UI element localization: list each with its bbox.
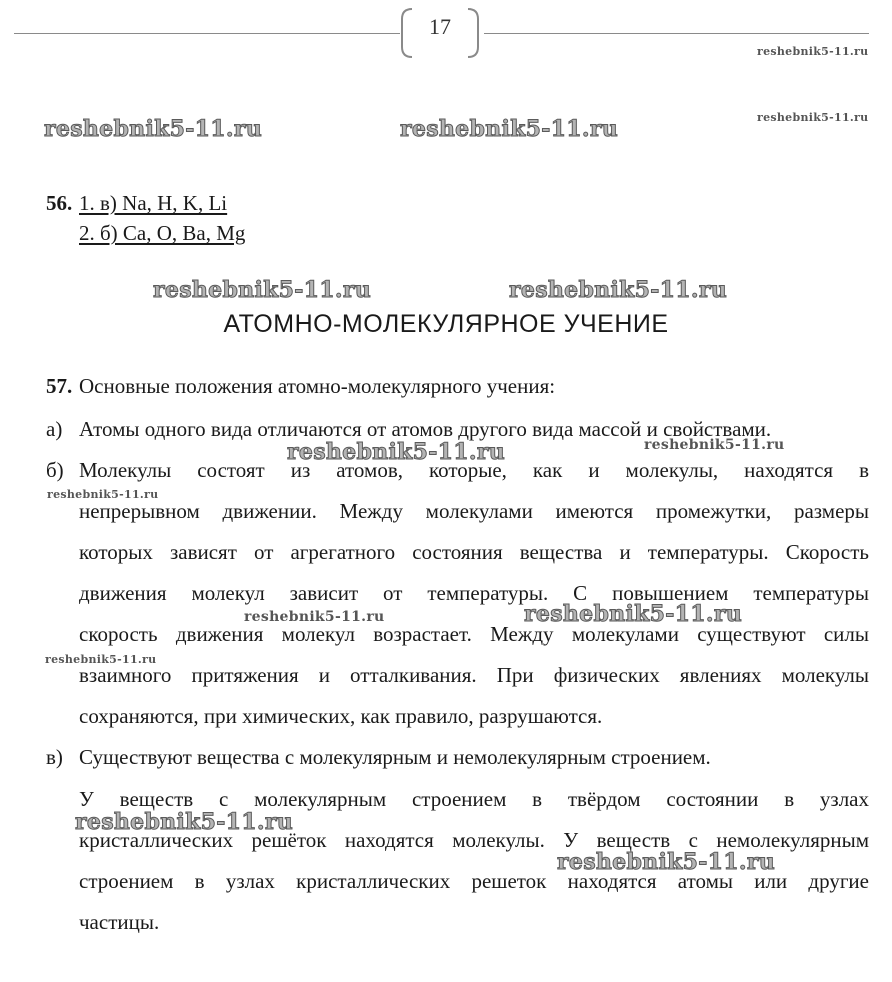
page-number: 17	[429, 14, 451, 39]
item-b-line: непрерывном движении. Между молекулами имеются промежутки, размеры	[79, 499, 869, 523]
item-b-line: которых зависят от агрегатного состояния вещества и температуры. Скорость	[79, 540, 869, 564]
watermark: reshebnik5-11.ru	[757, 111, 869, 124]
watermark: reshebnik5-11.ru	[44, 116, 263, 142]
item-v-line: У веществ с молекулярным строением в твёрдом состоянии в узлах	[79, 787, 869, 811]
item-marker-b: б)	[46, 458, 64, 482]
item-b-line: сохраняются, при химических, как правило, разрушаются.	[79, 704, 603, 728]
task-56-number: 56.	[46, 191, 73, 215]
watermark: reshebnik5-11.ru	[287, 439, 506, 465]
item-marker-a: а)	[46, 417, 63, 441]
item-b-line: скорость движения молекул возрастает. Между молекулами существуют силы	[79, 622, 869, 646]
header-rule-right	[484, 33, 869, 34]
item-b-line: Молекулы состоят из атомов, которые, как и молекулы, находятся в	[79, 458, 869, 482]
task-57-intro: Основные положения атомно-молекулярного учения:	[79, 374, 556, 398]
item-v-line: кристаллических решёток находятся молекулы. У веществ с немолекулярным	[79, 828, 869, 852]
task-56-answer-2: 2. б) Ca, O, Ba, Mg	[79, 221, 246, 245]
watermark: reshebnik5-11.ru	[45, 653, 157, 666]
item-v-line: Существуют вещества с молекулярным и немолекулярным строением.	[79, 745, 711, 769]
section-title: АТОМНО-МОЛЕКУЛЯРНОЕ УЧЕНИЕ	[223, 310, 669, 338]
item-marker-v: в)	[46, 745, 63, 769]
watermark: reshebnik5-11.ru	[153, 277, 372, 303]
item-v-line: частицы.	[79, 910, 160, 934]
task-57-number: 57.	[46, 374, 73, 398]
item-b-line: движения молекул зависит от температуры. С повышением температуры	[79, 581, 869, 605]
watermark: reshebnik5-11.ru	[524, 601, 743, 627]
watermark: reshebnik5-11.ru	[557, 849, 776, 875]
watermark: reshebnik5-11.ru	[400, 116, 619, 142]
watermark: reshebnik5-11.ru	[244, 609, 385, 625]
watermark: reshebnik5-11.ru	[644, 437, 785, 453]
item-b-line: взаимного притяжения и отталкивания. При физических явлениях молекулы	[79, 663, 869, 687]
watermark: reshebnik5-11.ru	[509, 277, 728, 303]
item-v-line: строением в узлах кристаллических решеток находятся атомы или другие	[79, 869, 869, 893]
watermark: reshebnik5-11.ru	[47, 488, 159, 501]
watermark: reshebnik5-11.ru	[75, 809, 294, 835]
task-56-answer-1: 1. в) Na, H, K, Li	[79, 191, 228, 215]
header-rule-left	[14, 33, 400, 34]
item-a-line: Атомы одного вида отличаются от атомов другого вида массой и свойствами.	[79, 417, 772, 441]
watermark: reshebnik5-11.ru	[757, 45, 869, 58]
